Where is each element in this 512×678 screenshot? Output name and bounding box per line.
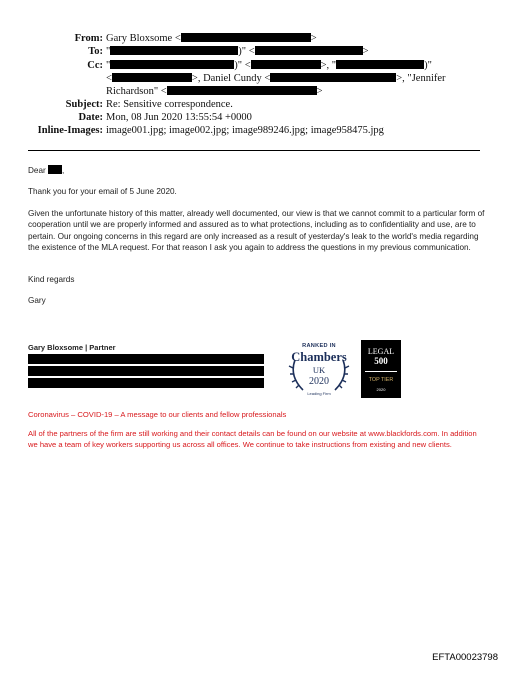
- redaction-block: [336, 60, 424, 69]
- redaction-block: [112, 73, 192, 82]
- redaction-block: [48, 165, 62, 174]
- subject-label: Subject:: [65, 99, 103, 110]
- inline-images-value: image001.jpg; image002.jpg; image989246.jpg; image958475.jpg: [106, 125, 384, 136]
- greeting-line: Dear ,: [28, 166, 65, 175]
- cc-value-line3: Richardson" < >: [106, 86, 323, 97]
- legal500-tier: TOP TIER: [368, 377, 394, 383]
- legal-500-badge: [361, 340, 401, 398]
- cc-value-line1: " )" < >, " )": [106, 60, 432, 71]
- redaction-block: [28, 354, 264, 364]
- chambers-sub: Leading Firm: [307, 391, 331, 396]
- to-label: To:: [88, 46, 103, 57]
- chambers-name: Chambers: [291, 350, 347, 364]
- greeting: Dear: [28, 166, 46, 175]
- legal500-divider: [365, 371, 397, 372]
- header-divider: [28, 150, 480, 151]
- signature-name-title: Gary Bloxsome | Partner: [28, 343, 116, 352]
- cc-value-line2: < >, Daniel Cundy < >, "Jennifer: [106, 73, 446, 84]
- redaction-block: [110, 46, 238, 55]
- from-value: Gary Bloxsome < >: [106, 33, 317, 44]
- redaction-block: [181, 33, 311, 42]
- chambers-uk-badge: [283, 340, 355, 400]
- redaction-block: [251, 60, 321, 69]
- redaction-block: [28, 366, 264, 376]
- body-paragraph-1: Thank you for your email of 5 June 2020.: [28, 187, 177, 196]
- covid-notice-body: All of the partners of the firm are still working and their contact details can be found on our website at www.blackfords.com. In addition we have a team of key workers supporting us across all offices. We continue to take instructions from existing and new clients.: [28, 429, 477, 449]
- from-label: From:: [74, 33, 103, 44]
- to-value: " )" < >: [106, 46, 369, 57]
- covid-notice-heading: Coronavirus – COVID-19 – A message to our clients and fellow professionals: [28, 410, 287, 419]
- sender-first-name: Gary: [28, 296, 46, 305]
- chambers-country: UK: [312, 365, 326, 375]
- cc-label: Cc:: [87, 60, 103, 71]
- closing: Kind regards: [28, 275, 75, 284]
- chambers-year: 2020: [309, 376, 329, 387]
- body-paragraph-2: Given the unfortunate history of this matter, already well documented, our view is that we cannot commit to a particular form of cooperation until we are properly informed and assured as to what protections, including as to confidentiality and use, are to pertain. Our ongoing concerns in this regard are only increased as a result of yesterday's leak to the world's media regarding the existence of the MLA request. For that reason I ask you again to address the questions in my previous communication.: [28, 209, 485, 253]
- date-value: Mon, 08 Jun 2020 13:55:54 +0000: [106, 112, 252, 123]
- redaction-block: [255, 46, 363, 55]
- legal500-line1: LEGAL: [367, 347, 395, 356]
- from-name: Gary Bloxsome <: [106, 33, 181, 44]
- redaction-block: [28, 378, 264, 388]
- legal500-line2: 500: [374, 356, 388, 366]
- redaction-block: [167, 86, 317, 95]
- date-label: Date:: [78, 112, 103, 123]
- legal500-year: 2020: [376, 387, 386, 392]
- redaction-block: [270, 73, 396, 82]
- subject-value: Re: Sensitive correspondence.: [106, 99, 233, 110]
- chambers-ranked: RANKED IN: [302, 343, 336, 349]
- redaction-block: [110, 60, 234, 69]
- document-id: EFTA00023798: [432, 652, 498, 663]
- inline-images-label: Inline-Images:: [37, 125, 103, 136]
